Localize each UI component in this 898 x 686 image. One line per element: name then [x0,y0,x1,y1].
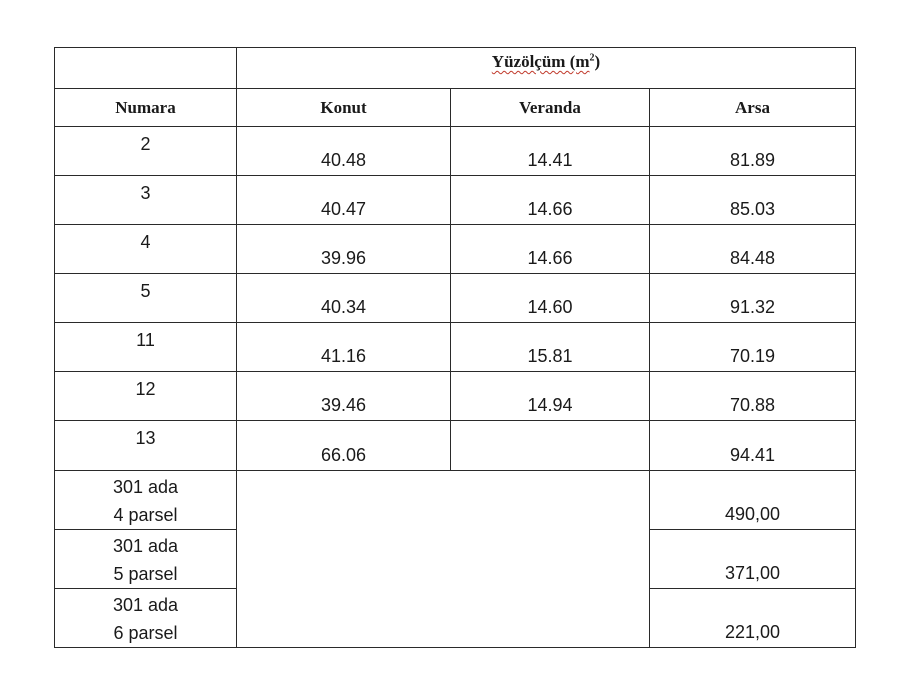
area-super-header-close: ) [594,52,601,71]
parcel-ada: 301 ada [112,595,179,615]
table-row [55,274,856,323]
cell-arsa: 91.32 [650,274,856,323]
area-super-header-sup: 2 [589,52,595,64]
cell-numara: 5 [55,274,237,323]
cell-konut: 40.34 [237,274,451,323]
area-table [54,47,856,648]
cell-parcel-label [55,589,237,648]
parcel-ada: 301 ada [112,536,179,556]
area-super-header [237,48,856,89]
table-row [55,323,856,372]
cell-arsa: 371,00 [650,530,856,589]
cell-parcel-label [55,471,237,530]
cell-arsa: 84.48 [650,225,856,274]
cell-arsa: 85.03 [650,176,856,225]
cell-numara: 12 [55,372,237,421]
cell-veranda: 15.81 [451,323,650,372]
cell-veranda: 14.94 [451,372,650,421]
header-konut: Konut [237,89,451,127]
cell-numara: 3 [55,176,237,225]
table-row [55,372,856,421]
cell-arsa: 70.19 [650,323,856,372]
header-arsa: Arsa [650,89,856,127]
cell-konut: 39.96 [237,225,451,274]
parcel-parsel: 4 parsel [113,505,178,525]
table-row [55,421,856,471]
cell-numara: 2 [55,127,237,176]
cell-veranda: 14.60 [451,274,650,323]
parcel-parsel: 5 parsel [113,564,178,584]
empty-corner-cell [55,48,237,89]
area-super-header-label: Yüzölçüm (m [491,52,590,71]
cell-numara: 13 [55,421,237,471]
table-row [55,127,856,176]
table-row [55,225,856,274]
cell-arsa: 81.89 [650,127,856,176]
cell-veranda [451,421,650,471]
cell-parcel-label [55,530,237,589]
cell-konut: 39.46 [237,372,451,421]
parcel-ada: 301 ada [112,477,179,497]
super-header-row [55,48,856,89]
cell-arsa: 221,00 [650,589,856,648]
cell-arsa: 94.41 [650,421,856,471]
cell-konut: 41.16 [237,323,451,372]
table-row [55,176,856,225]
cell-arsa: 70.88 [650,372,856,421]
header-numara: Numara [55,89,237,127]
cell-konut: 40.48 [237,127,451,176]
cell-konut: 40.47 [237,176,451,225]
cell-veranda: 14.66 [451,225,650,274]
column-header-row [55,89,856,127]
cell-konut: 66.06 [237,421,451,471]
cell-numara: 11 [55,323,237,372]
cell-numara: 4 [55,225,237,274]
parcel-parsel: 6 parsel [113,623,178,643]
cell-veranda: 14.41 [451,127,650,176]
table-row [55,471,856,530]
empty-merged-cell [237,471,650,648]
cell-arsa: 490,00 [650,471,856,530]
cell-veranda: 14.66 [451,176,650,225]
header-veranda: Veranda [451,89,650,127]
